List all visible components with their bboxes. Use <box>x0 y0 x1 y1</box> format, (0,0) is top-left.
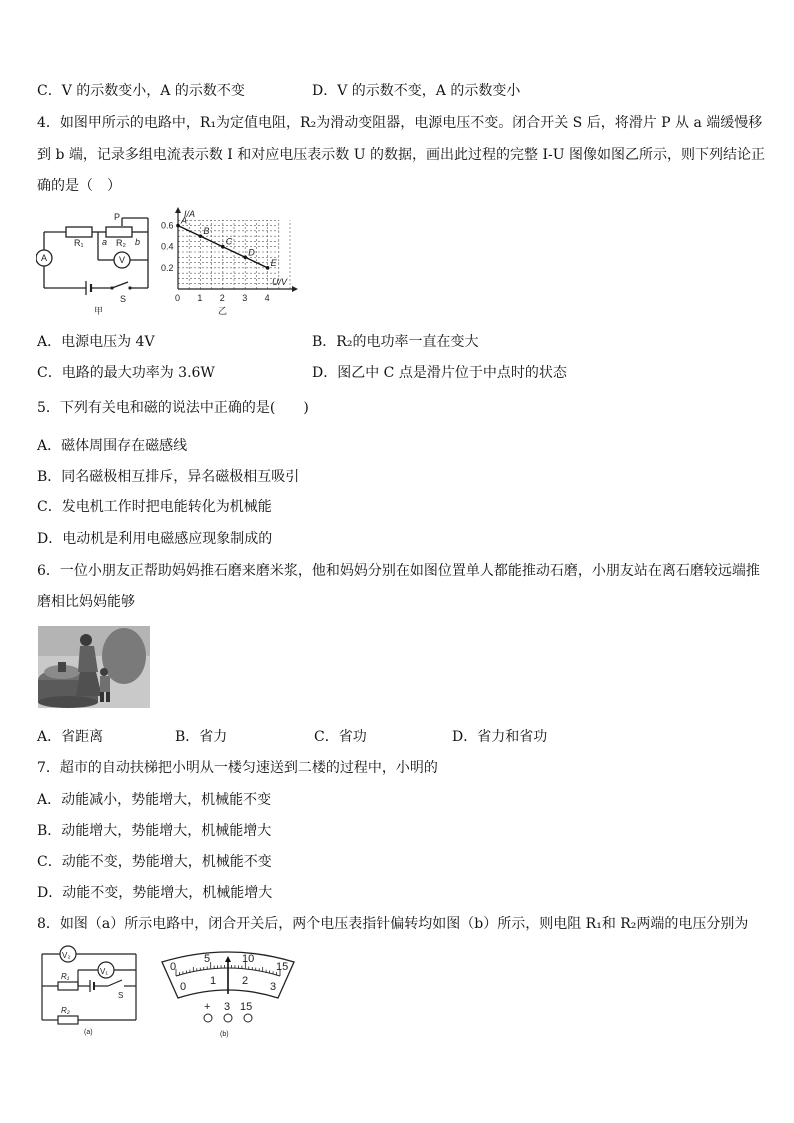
r2-resistor-a <box>58 1016 78 1024</box>
y-axis-arrow <box>175 207 181 213</box>
q6-option-c: C．省功 <box>314 729 367 745</box>
figure-b-caption: (b) <box>220 1031 229 1038</box>
y-tick-label: 0.4 <box>161 241 174 252</box>
q7-option-d: D．动能不变，势能增大，机械能增大 <box>37 885 273 901</box>
y-tick-label: 0.6 <box>161 220 174 231</box>
switch-label: S <box>120 294 127 304</box>
scale-bottom-3: 3 <box>270 981 277 993</box>
point-label-B: B <box>203 226 210 237</box>
q4-option-a: A．电源电压为 4V <box>37 334 155 350</box>
scale-top-0: 0 <box>170 961 177 973</box>
point-E <box>266 266 270 270</box>
r2-label: R₂ <box>116 238 126 248</box>
slider-p-label: P <box>114 212 121 222</box>
x-axis-arrow <box>292 286 298 292</box>
q4-stem-line2: 到 b 端，记录多组电流表示数 I 和对应电压表示数 U 的数据，画出此过程的完整 I-U 图像如图乙所示，则下列结论正 <box>37 147 765 163</box>
point-B <box>199 234 203 238</box>
q6-stem-line2: 磨相比妈妈能够 <box>37 594 135 610</box>
q7-option-b: B．动能增大，势能增大，机械能增大 <box>37 823 272 839</box>
x-axis-label: U/V <box>272 277 288 287</box>
r2-resistor <box>106 227 132 237</box>
terminal-3-label: 3 <box>224 1001 231 1013</box>
point-label-D: D <box>248 247 255 258</box>
point-label-C: C <box>225 236 233 247</box>
v2-label: V₂ <box>62 951 71 960</box>
x-tick-label: 2 <box>219 293 225 303</box>
terminal-a-label: a <box>102 237 108 247</box>
scale-bottom-0: 0 <box>180 981 187 993</box>
ammeter-label: A <box>41 253 48 263</box>
q3-option-d: D．V 的示数不变，A 的示数变小 <box>312 83 521 99</box>
y-tick-label: 0.2 <box>161 262 174 273</box>
point-A <box>176 224 180 228</box>
terminal-plus <box>204 1014 212 1022</box>
point-label-A: A <box>181 215 188 226</box>
q7-option-c: C．动能不变，势能增大，机械能不变 <box>37 854 272 870</box>
q5-stem: 5．下列有关电和磁的说法中正确的是( ) <box>37 400 309 416</box>
r1-label-a: R₁ <box>61 972 70 981</box>
q8-voltmeter-dial <box>158 946 300 1038</box>
q5-option-b: B．同名磁极相互排斥，异名磁极相互吸引 <box>37 469 300 485</box>
q7-option-a: A．动能减小，势能增大，机械能不变 <box>37 792 272 808</box>
r2-label-a: R₂ <box>61 1006 70 1015</box>
x-tick-label: 3 <box>242 293 248 303</box>
x-tick-label: 4 <box>264 293 270 303</box>
x-tick-label: 0 <box>175 293 181 303</box>
y-axis-label: I/A <box>184 209 196 219</box>
q6-option-d: D．省力和省功 <box>452 729 548 745</box>
q4-iu-graph <box>160 205 300 317</box>
scale-top-10: 10 <box>242 953 255 965</box>
terminal-15 <box>244 1014 252 1022</box>
q8-stem: 8．如图（a）所示电路中，闭合开关后，两个电压表指针偏转均如图（b）所示，则电阻 R₁和 R₂两端的电压分别为 <box>37 916 749 932</box>
q8-circuit-a <box>36 944 146 1036</box>
scale-top-5: 5 <box>204 953 211 965</box>
v1-label: V₁ <box>100 967 109 976</box>
r1-resistor-a <box>58 982 78 990</box>
x-tick-label: 1 <box>197 293 203 303</box>
scale-bottom-1: 1 <box>210 975 217 987</box>
terminal-3 <box>224 1014 232 1022</box>
q3-option-c: C．V 的示数变小，A 的示数不变 <box>37 83 245 99</box>
point-C <box>221 245 225 249</box>
terminal-plus-label: + <box>204 1001 211 1013</box>
scale-bottom-2: 2 <box>242 975 249 987</box>
q4-stem-line1: 4．如图甲所示的电路中，R₁为定值电阻，R₂为滑动变阻器，电源电压不变。闭合开关 S 后，将滑片 P 从 a 端缓慢移 <box>37 115 763 131</box>
switch-label-a: S <box>118 991 124 1000</box>
q5-option-d: D．电动机是利用电磁感应现象制成的 <box>37 531 273 547</box>
q6-option-a: A．省距离 <box>37 729 104 745</box>
q4-option-d: D．图乙中 C 点是滑片位于中点时的状态 <box>312 365 567 381</box>
terminal-15-label: 15 <box>240 1001 253 1013</box>
scale-top-15: 15 <box>276 961 289 973</box>
point-label-E: E <box>270 257 277 268</box>
q6-stem-line1: 6．一位小朋友正帮助妈妈推石磨来磨米浆，他和妈妈分别在如图位置单人都能推动石磨，小朋友站在离石磨较远端推 <box>37 563 760 579</box>
q4-circuit-diagram <box>36 210 158 316</box>
stone-mill-photo <box>38 626 150 708</box>
q7-stem: 7．超市的自动扶梯把小明从一楼匀速送到二楼的过程中，小明的 <box>37 760 438 776</box>
q4-stem-line3: 确的是（ ） <box>37 178 121 194</box>
voltmeter-label: V <box>119 255 126 265</box>
figure-a-caption: (a) <box>84 1029 93 1036</box>
figure-jia-caption: 甲 <box>94 306 104 316</box>
q4-option-b: B．R₂的电功率一直在变大 <box>312 334 479 350</box>
r1-label: R₁ <box>74 238 84 248</box>
q6-option-b: B．省力 <box>175 729 228 745</box>
figure-yi-caption: 乙 <box>218 306 228 316</box>
q5-option-a: A．磁体周围存在磁感线 <box>37 438 188 454</box>
point-D <box>243 255 247 259</box>
terminal-b-label: b <box>135 237 141 247</box>
r1-resistor <box>66 227 92 237</box>
q5-option-c: C．发电机工作时把电能转化为机械能 <box>37 499 272 515</box>
q4-option-c: C．电路的最大功率为 3.6W <box>37 365 215 381</box>
